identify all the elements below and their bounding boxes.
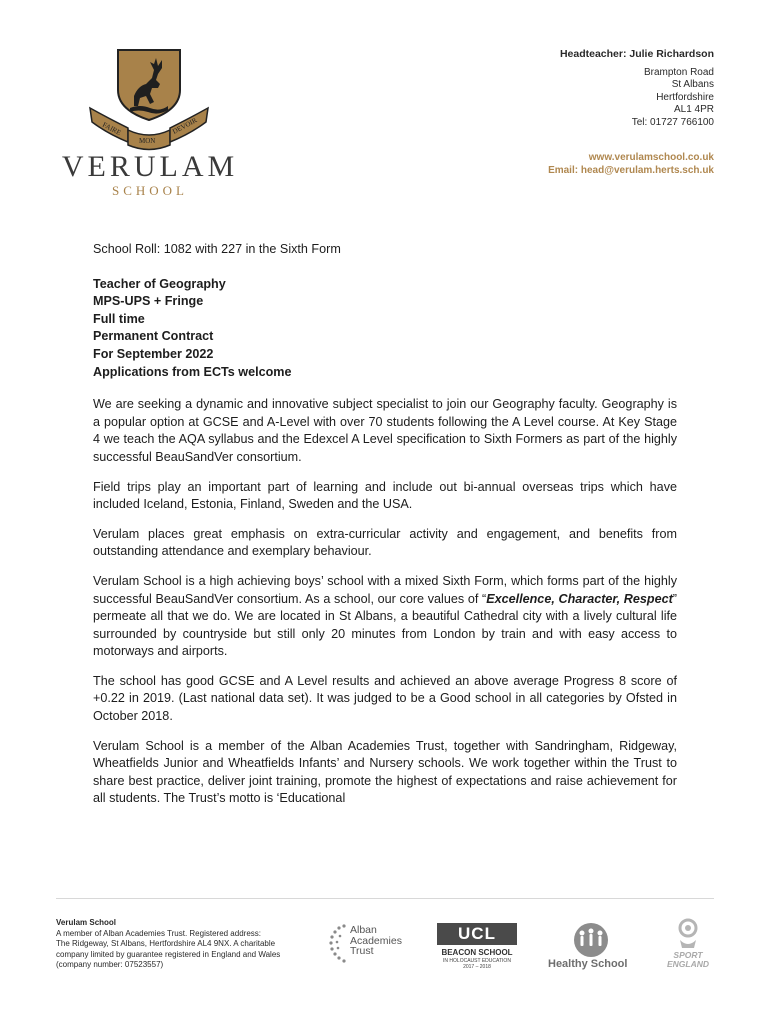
england-word: ENGLAND xyxy=(666,959,710,969)
motto-left: FAIRE xyxy=(101,120,123,138)
footer-line: company limited by guarantee registered in England and Wales xyxy=(56,949,281,959)
post-contract: Permanent Contract xyxy=(93,329,214,344)
post-details xyxy=(93,276,677,382)
paragraph-field-trips: Field trips play an important part of learning and include out bi-annual overseas trips which have included Iceland, Estonia, Finland, Sweden and the USA. xyxy=(93,479,677,512)
school-crest xyxy=(88,48,228,153)
school-subtitle: SCHOOL xyxy=(111,183,188,198)
beacon-subtitle xyxy=(434,958,520,970)
alban-academies-trust-logo xyxy=(328,922,414,966)
footer-registration xyxy=(56,918,296,971)
school-roll: School Roll: 1082 with 227 in the Sixth Form xyxy=(93,242,341,256)
footer-divider xyxy=(56,898,714,899)
sport-england-logo xyxy=(660,918,716,974)
footer-line: The Ridgeway, St Albans, Hertfordshire AL4 9NX. A charitable xyxy=(56,939,276,948)
beacon-school-text: BEACON SCHOOL xyxy=(441,948,513,957)
trust-word: Trust xyxy=(350,945,374,957)
paragraph-extracurricular: Verulam places great emphasis on extra-curricular activity and engagement, and benefits from outstanding attendance and exemplary behaviour. xyxy=(93,526,677,559)
paragraph-role: We are seeking a dynamic and innovative subject specialist to join our Geography faculty. Geography is a popular option at GCSE and A-Level with over 70 students following the A Level course. At Key Stage 4 we teach the AQA syllabus and the Edexcel A Level specification to Sixth Formers as part of the highly successful BeauSandVer consortium. xyxy=(93,397,677,464)
core-values: Excellence, Character, Respect xyxy=(486,591,673,606)
healthy-school-logo xyxy=(546,922,636,972)
headteacher-name: Headteacher: Julie Richardson xyxy=(559,48,714,60)
ucl-beacon-school-logo xyxy=(434,923,520,973)
profile-text-start: Verulam School is a high achieving boys’ school with a mixed Sixth Form, which forms part of the highly successful BeauSandVer consortium. As a school, our core values of “ xyxy=(93,573,677,606)
website-link[interactable]: www.verulamschool.co.uk xyxy=(588,152,714,163)
alban-word: Alban xyxy=(350,924,377,936)
dots-icon xyxy=(328,922,350,966)
paragraph-trust: Verulam School is a member of the Alban Academies Trust, together with Sandringham, Ridgeway, Wheatfields Junior and Wheatfields Infants’ and Nursery schools. We work together within the Trust to share best practice, deliver joint training, promote the highest of expectations and raise achievement for all students. The Trust’s motto is ‘Educational xyxy=(93,738,677,806)
ucl-text: UCL xyxy=(458,924,496,943)
post-start: For September 2022 xyxy=(93,346,214,361)
people-circle-icon xyxy=(546,922,636,958)
paragraph-results: The school has good GCSE and A Level results and achieved an above average Progress 8 score of +0.22 in 2019. (Last national data set). It was judged to be a Good school in all categories by Ofsted in October 2018. xyxy=(93,673,677,724)
contact-links xyxy=(548,152,714,177)
address-line: Hertfordshire xyxy=(656,91,714,103)
profile-text-end: ” permeate all that we do. We are located in St Albans, a beautiful Cathedral city with a lively cultural life surrounded by countryside but still only 20 minutes from London by train and with easy access to motorways and airports. xyxy=(93,591,677,659)
post-ect: Applications from ECTs welcome xyxy=(93,364,292,379)
footer-line: A member of Alban Academies Trust. Registered address: xyxy=(56,928,261,938)
healthy-school-text: Healthy School xyxy=(548,958,628,970)
letter-body xyxy=(93,241,677,820)
ucl-wordmark xyxy=(437,923,517,945)
address-line: AL1 4PR xyxy=(673,104,714,115)
footer-line: (company number: 07523557) xyxy=(56,960,164,969)
figure-icon xyxy=(660,918,716,950)
motto-right: DEVOIR xyxy=(171,116,199,136)
post-title: Teacher of Geography xyxy=(93,276,226,291)
address-line: St Albans xyxy=(671,79,714,90)
address-phone: Tel: 01727 766100 xyxy=(631,116,714,128)
post-pay: MPS-UPS + Fringe xyxy=(93,294,204,309)
school-address xyxy=(560,48,714,129)
school-name: VERULAM xyxy=(61,150,239,183)
email-link[interactable]: Email: head@verulam.herts.sch.uk xyxy=(548,164,714,176)
footer-heading: Verulam School xyxy=(56,918,117,927)
academies-word: Academies xyxy=(350,934,402,947)
sport-word: SPORT xyxy=(673,950,703,960)
post-hours: Full time xyxy=(93,311,145,326)
paragraph-school-profile xyxy=(93,573,677,661)
motto-center: MON xyxy=(139,137,156,145)
beacon-subtitle-years: 2017 – 2018 xyxy=(463,964,491,970)
beacon-subtitle-line: IN HOLOCAUST EDUCATION xyxy=(443,958,511,964)
address-line: Brampton Road xyxy=(643,66,714,78)
